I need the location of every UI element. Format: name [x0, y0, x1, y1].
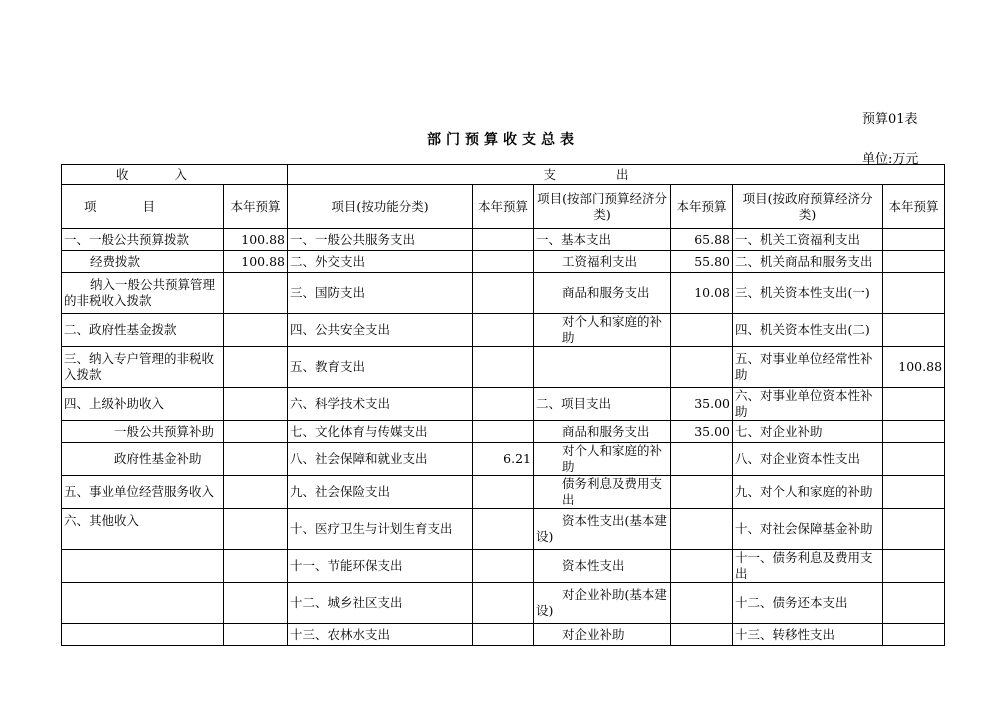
gov-econ-item: 十、对社会保障基金补助	[733, 509, 883, 550]
col-header-func-budget: 本年预算	[473, 185, 534, 229]
gov-econ-item: 十三、转移性支出	[733, 624, 883, 646]
dept-econ-item	[534, 347, 671, 388]
income-budget: 100.88	[224, 251, 288, 273]
income-item: 一、一般公共预算拨款	[62, 229, 224, 251]
func-budget	[473, 550, 534, 583]
dept-econ-item: 二、项目支出	[534, 388, 671, 421]
dept-econ-item: 资本性支出(基本建设)	[534, 509, 671, 550]
income-budget	[224, 443, 288, 476]
income-budget	[224, 583, 288, 624]
table-row	[62, 347, 945, 388]
func-item: 九、社会保险支出	[288, 476, 473, 509]
table-row	[62, 421, 945, 443]
func-item: 十一、节能环保支出	[288, 550, 473, 583]
dept-econ-budget	[671, 347, 733, 388]
income-budget	[224, 550, 288, 583]
func-item: 四、公共安全支出	[288, 314, 473, 347]
gov-econ-budget	[883, 624, 945, 646]
gov-econ-item: 十一、债务利息及费用支出	[733, 550, 883, 583]
income-item	[62, 624, 224, 646]
func-budget	[473, 583, 534, 624]
expense-group-header: 支出	[288, 165, 945, 185]
gov-econ-item: 六、对事业单位资本性补助	[733, 388, 883, 421]
func-budget	[473, 229, 534, 251]
dept-econ-budget	[671, 550, 733, 583]
gov-econ-item: 四、机关资本性支出(二)	[733, 314, 883, 347]
table-row	[62, 273, 945, 314]
dept-econ-item: 商品和服务支出	[534, 421, 671, 443]
dept-econ-budget	[671, 624, 733, 646]
income-item: 二、政府性基金拨款	[62, 314, 224, 347]
income-budget	[224, 624, 288, 646]
income-budget: 100.88	[224, 229, 288, 251]
col-header-func-item: 项目(按功能分类)	[288, 185, 473, 229]
table-row	[62, 624, 945, 646]
col-header-gov-econ-item: 项目(按政府预算经济分类)	[733, 185, 883, 229]
form-number: 预算01表	[862, 112, 918, 127]
func-item: 十二、城乡社区支出	[288, 583, 473, 624]
func-item: 五、教育支出	[288, 347, 473, 388]
page-title: 部门预算收支总表	[427, 132, 579, 148]
table-row	[62, 509, 945, 550]
income-item: 政府性基金补助	[62, 443, 224, 476]
income-group-header: 收入	[62, 165, 288, 185]
func-item: 七、文化体育与传媒支出	[288, 421, 473, 443]
func-item: 三、国防支出	[288, 273, 473, 314]
func-budget	[473, 251, 534, 273]
income-budget	[224, 509, 288, 550]
income-budget	[224, 476, 288, 509]
func-budget	[473, 476, 534, 509]
income-item	[62, 550, 224, 583]
income-item: 纳入一般公共预算管理的非税收入拨款	[62, 273, 224, 314]
gov-econ-budget	[883, 314, 945, 347]
col-header-income-item: 项目	[62, 185, 224, 229]
dept-econ-budget	[671, 509, 733, 550]
func-budget	[473, 509, 534, 550]
func-budget	[473, 273, 534, 314]
func-budget	[473, 421, 534, 443]
unit-label: 单位:万元	[862, 152, 919, 167]
gov-econ-budget	[883, 251, 945, 273]
gov-econ-item: 八、对企业资本性支出	[733, 443, 883, 476]
func-budget	[473, 347, 534, 388]
income-budget	[224, 314, 288, 347]
dept-econ-budget: 35.00	[671, 421, 733, 443]
dept-econ-budget	[671, 443, 733, 476]
gov-econ-item: 七、对企业补助	[733, 421, 883, 443]
func-budget	[473, 624, 534, 646]
gov-econ-item: 三、机关资本性支出(一)	[733, 273, 883, 314]
table-row	[62, 583, 945, 624]
table-row	[62, 314, 945, 347]
gov-econ-budget	[883, 509, 945, 550]
table-row	[62, 550, 945, 583]
dept-econ-budget	[671, 476, 733, 509]
dept-econ-item: 对个人和家庭的补助	[534, 443, 671, 476]
income-item: 五、事业单位经营服务收入	[62, 476, 224, 509]
income-budget	[224, 421, 288, 443]
dept-econ-budget	[671, 583, 733, 624]
func-item: 一、一般公共服务支出	[288, 229, 473, 251]
gov-econ-budget	[883, 421, 945, 443]
dept-econ-item: 一、基本支出	[534, 229, 671, 251]
dept-econ-item: 对个人和家庭的补助	[534, 314, 671, 347]
income-item: 四、上级补助收入	[62, 388, 224, 421]
income-item: 经费拨款	[62, 251, 224, 273]
gov-econ-budget	[883, 550, 945, 583]
col-header-income-budget: 本年预算	[224, 185, 288, 229]
dept-econ-budget: 65.88	[671, 229, 733, 251]
func-item: 十、医疗卫生与计划生育支出	[288, 509, 473, 550]
func-item: 二、外交支出	[288, 251, 473, 273]
gov-econ-budget: 100.88	[883, 347, 945, 388]
dept-econ-item: 商品和服务支出	[534, 273, 671, 314]
dept-econ-budget: 10.08	[671, 273, 733, 314]
income-budget	[224, 388, 288, 421]
table-row	[62, 476, 945, 509]
gov-econ-budget	[883, 388, 945, 421]
func-item: 八、社会保障和就业支出	[288, 443, 473, 476]
gov-econ-budget	[883, 583, 945, 624]
dept-econ-budget: 35.00	[671, 388, 733, 421]
table-row	[62, 443, 945, 476]
col-header-dept-econ-item: 项目(按部门预算经济分类)	[534, 185, 671, 229]
gov-econ-budget	[883, 476, 945, 509]
func-budget	[473, 314, 534, 347]
income-item: 六、其他收入	[62, 509, 224, 550]
func-budget: 6.21	[473, 443, 534, 476]
income-budget	[224, 273, 288, 314]
gov-econ-item: 九、对个人和家庭的补助	[733, 476, 883, 509]
dept-econ-item: 对企业补助(基本建设)	[534, 583, 671, 624]
income-item	[62, 583, 224, 624]
dept-econ-item: 资本性支出	[534, 550, 671, 583]
gov-econ-budget	[883, 229, 945, 251]
gov-econ-budget	[883, 273, 945, 314]
table-row	[62, 388, 945, 421]
table-row	[62, 251, 945, 273]
dept-econ-budget: 55.80	[671, 251, 733, 273]
income-budget	[224, 347, 288, 388]
income-item: 一般公共预算补助	[62, 421, 224, 443]
dept-econ-budget	[671, 314, 733, 347]
func-budget	[473, 388, 534, 421]
income-item: 三、纳入专户管理的非税收入拨款	[62, 347, 224, 388]
col-header-dept-econ-budget: 本年预算	[671, 185, 733, 229]
gov-econ-item: 十二、债务还本支出	[733, 583, 883, 624]
dept-econ-item: 债务利息及费用支出	[534, 476, 671, 509]
gov-econ-item: 五、对事业单位经常性补助	[733, 347, 883, 388]
dept-econ-item: 工资福利支出	[534, 251, 671, 273]
func-item: 十三、农林水支出	[288, 624, 473, 646]
col-header-gov-econ-budget: 本年预算	[883, 185, 945, 229]
table-row	[62, 229, 945, 251]
gov-econ-item: 一、机关工资福利支出	[733, 229, 883, 251]
gov-econ-budget	[883, 443, 945, 476]
dept-econ-item: 对企业补助	[534, 624, 671, 646]
budget-summary-table	[61, 164, 945, 646]
column-header-row	[62, 185, 945, 229]
group-header-row	[62, 165, 945, 185]
func-item: 六、科学技术支出	[288, 388, 473, 421]
gov-econ-item: 二、机关商品和服务支出	[733, 251, 883, 273]
